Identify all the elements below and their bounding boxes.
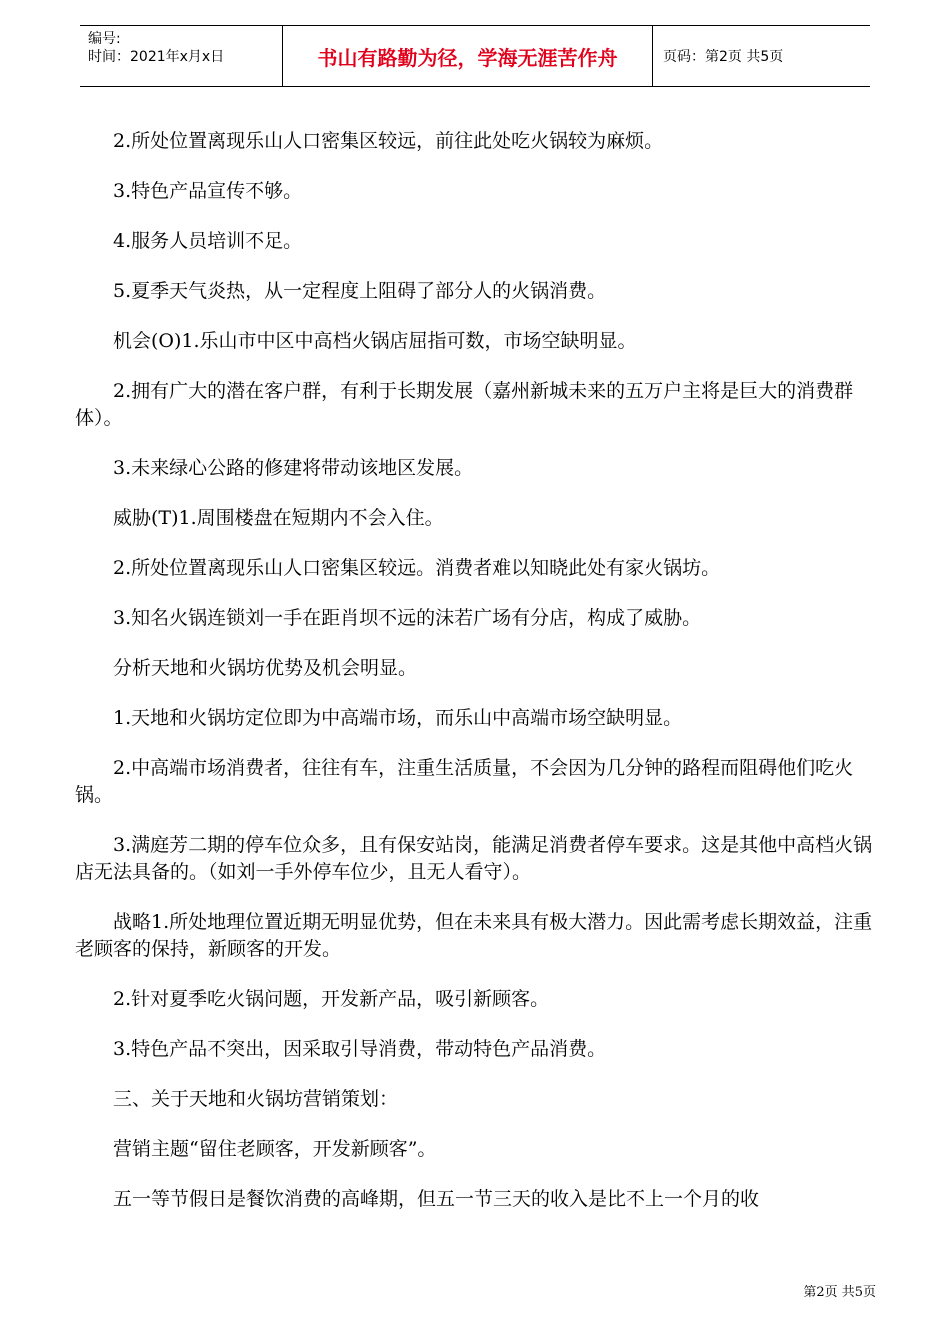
page-header <box>80 25 870 87</box>
paragraph: 2.拥有广大的潜在客户群，有利于长期发展（嘉州新城未来的五万户主将是巨大的消费群体）。 <box>75 380 854 429</box>
header-motto: 书山有路勤为径，学海无涯苦作舟 <box>283 26 653 86</box>
paragraph: 3.特色产品不突出，因采取引导消费，带动特色产品消费。 <box>113 1038 607 1060</box>
paragraph: 分析天地和火锅坊优势及机会明显。 <box>113 657 418 679</box>
header-page-code: 页码：第2页 共5页 <box>663 49 784 65</box>
paragraph: 营销主题“留住老顾客，开发新顾客”。 <box>113 1138 437 1160</box>
paragraph: 2.所处位置离现乐山人口密集区较远，前往此处吃火锅较为麻烦。 <box>113 130 664 152</box>
paragraph: 3.未来绿心公路的修建将带动该地区发展。 <box>113 457 474 479</box>
paragraph: 五一等节假日是餐饮消费的高峰期，但五一节三天的收入是比不上一个月的收 <box>113 1188 760 1210</box>
paragraph: 战略1.所处地理位置近期无明显优势，但在未来具有极大潜力。因此需考虑长期效益，注重老顾客的保持，新顾客的开发。 <box>75 911 873 960</box>
paragraph: 威胁(T)1.周围楼盘在短期内不会入住。 <box>113 507 444 529</box>
paragraph: 2.中高端市场消费者，往往有车，注重生活质量，不会因为几分钟的路程而阻碍他们吃火锅。 <box>75 757 854 806</box>
header-meta <box>80 26 283 86</box>
document-body <box>75 128 880 1236</box>
paragraph: 4.服务人员培训不足。 <box>113 230 303 252</box>
paragraph: 2.针对夏季吃火锅问题，开发新产品，吸引新顾客。 <box>113 988 550 1010</box>
section-heading: 三、关于天地和火锅坊营销策划： <box>113 1088 399 1110</box>
document-number-label: 编号: <box>88 31 121 47</box>
paragraph: 3.满庭芳二期的停车位众多，且有保安站岗，能满足消费者停车要求。这是其他中高档火锅店无法具备的。（如刘一手外停车位少，且无人看守）。 <box>75 834 873 883</box>
paragraph: 5.夏季天气炎热，从一定程度上阻碍了部分人的火锅消费。 <box>113 280 607 302</box>
paragraph: 3.知名火锅连锁刘一手在距肖坝不远的沫若广场有分店，构成了威胁。 <box>113 607 702 629</box>
paragraph: 机会(O)1.乐山市中区中高档火锅店屈指可数，市场空缺明显。 <box>113 330 637 352</box>
document-time: 时间：2021年x月x日 <box>88 49 225 65</box>
paragraph: 2.所处位置离现乐山人口密集区较远。消费者难以知晓此处有家火锅坊。 <box>113 557 721 579</box>
paragraph: 3.特色产品宣传不够。 <box>113 180 303 202</box>
paragraph: 1.天地和火锅坊定位即为中高端市场，而乐山中高端市场空缺明显。 <box>113 707 683 729</box>
page-footer: 第2页 共5页 <box>803 1285 876 1300</box>
